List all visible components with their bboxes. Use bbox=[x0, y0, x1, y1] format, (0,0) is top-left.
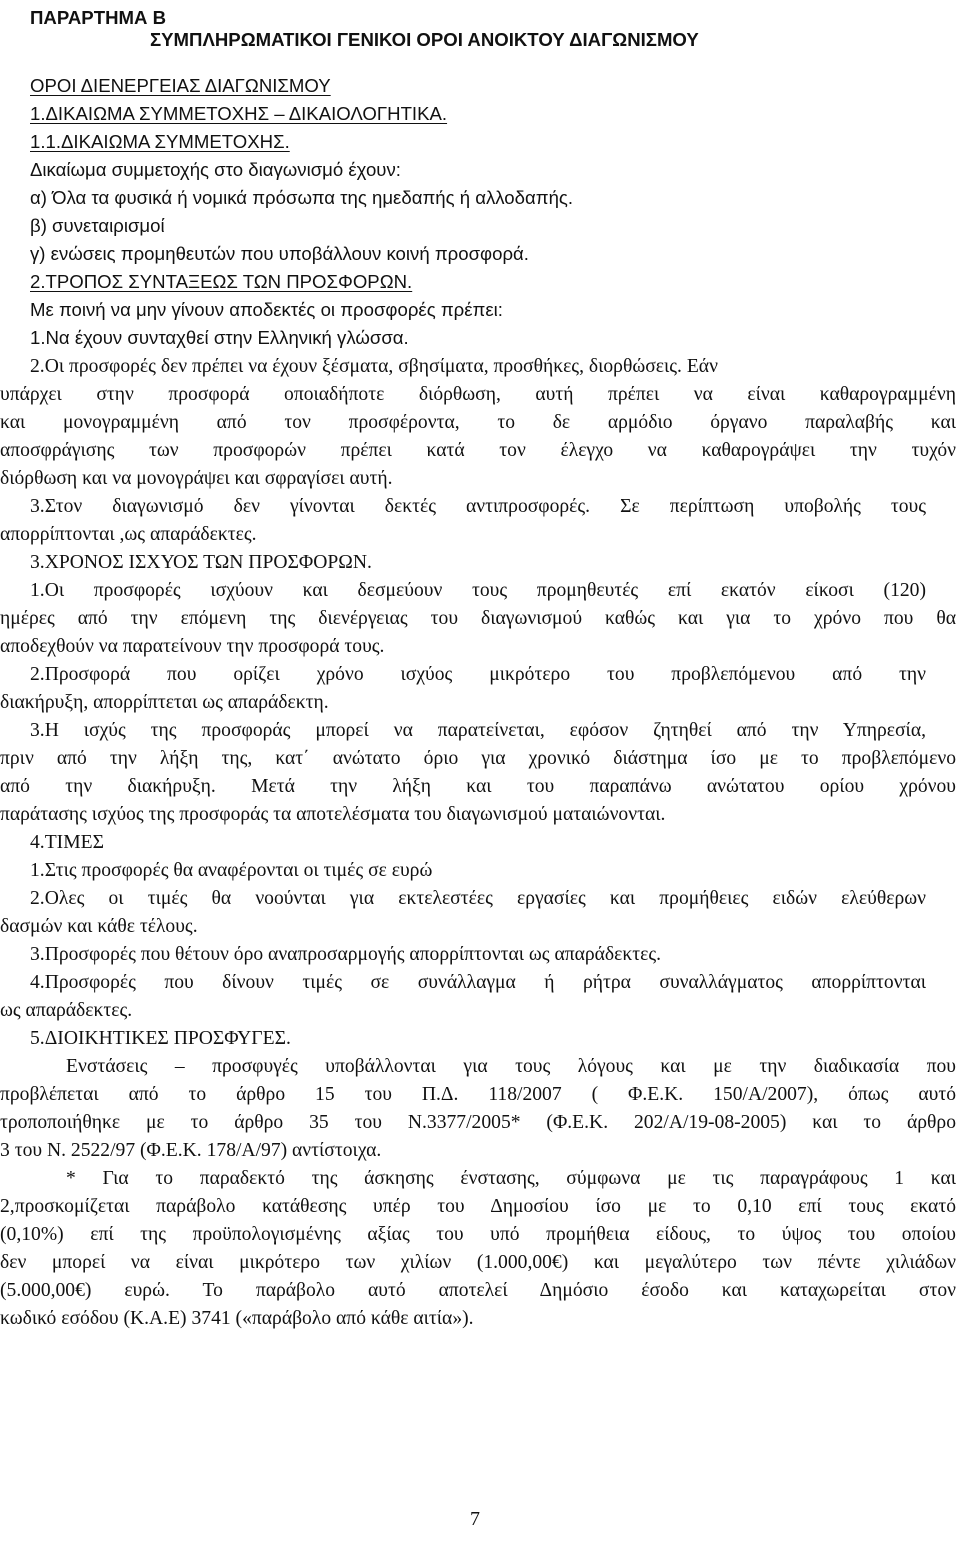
section-heading: ΟΡΟΙ ΔΙΕΝΕΡΓΕΙΑΣ ΔΙΑΓΩΝΙΣΜΟΥ bbox=[30, 75, 331, 96]
text-line: ως απαράδεκτες. bbox=[0, 1000, 133, 1021]
text-line: 3.Στον διαγωνισμό δεν γίνονται δεκτές αντιπροσφορές. Σε περίπτωση υποβολής τους bbox=[30, 496, 926, 517]
text-line: (5.000,00€) ευρώ. Το παράβολο αυτό αποτελεί Δημόσιο έσοδο και καταχωρείται στον bbox=[0, 1280, 956, 1301]
text-line: τροποποιήθηκε με το άρθρο 35 του Ν.3377/2005* (Φ.Ε.Κ. 202/Α/19-08-2005) και το άρθρο bbox=[0, 1112, 956, 1133]
text-line: 4.Προσφορές που δίνουν τιμές σε συνάλλαγμα ή ρήτρα συναλλάγματος απορρίπτονται bbox=[30, 972, 926, 993]
section-heading: 1.1.ΔΙΚΑΙΩΜΑ ΣΥΜΜΕΤΟΧΗΣ. bbox=[30, 131, 290, 152]
text-line: 2.Ολες οι τιμές θα νοούνται για εκτελεστέες εργασίες και προμήθειες ειδών ελεύθερων bbox=[30, 888, 926, 909]
section-heading: 4.ΤΙΜΕΣ bbox=[30, 832, 104, 853]
text-line: 2,προσκομίζεται παράβολο κατάθεσης υπέρ του Δημοσίου ίσο με το 0,10 επί τους εκατό bbox=[0, 1196, 956, 1217]
text-line: 1.Οι προσφορές ισχύουν και δεσμεύουν τους προμηθευτές επί εκατόν είκοσι (120) bbox=[30, 580, 926, 601]
section-heading: 3.ΧΡΟΝΟΣ ΙΣΧΥΟΣ ΤΩΝ ΠΡΟΣΦΟΡΩΝ. bbox=[30, 552, 372, 573]
text-line: Δικαίωμα συμμετοχής στο διαγωνισμό έχουν: bbox=[30, 159, 401, 180]
text-line: (0,10%) επί της προϋπολογισμένης αξίας του υπό προμήθεια είδους, το ύψος του οποίου bbox=[0, 1224, 956, 1245]
text-line: κωδικό εσόδου (Κ.Α.Ε) 3741 («παράβολο από κάθε αιτία»). bbox=[0, 1308, 474, 1329]
text-line: 1.Να έχουν συνταχθεί στην Ελληνική γλώσσα. bbox=[30, 327, 409, 348]
text-line: διόρθωση και να μονογράψει και σφραγίσει αυτή. bbox=[0, 468, 393, 489]
page-number: 7 bbox=[470, 1508, 480, 1530]
text-line: Με ποινή να μην γίνουν αποδεκτές οι προσφορές πρέπει: bbox=[30, 299, 503, 320]
text-line: δεν μπορεί να είναι μικρότερο των χιλίων (1.000,00€) και μεγαλύτερο των πέντε χιλιάδων bbox=[0, 1252, 956, 1273]
text-line: υπάρχει στην προσφορά οποιαδήποτε διόρθωση, αυτή πρέπει να είναι καθαρογραμμένη bbox=[0, 384, 956, 405]
text-line: ημέρες από την επόμενη της διενέργειας του διαγωνισμού καθώς και για το χρόνο που θα bbox=[0, 608, 956, 629]
text-line: α) Όλα τα φυσικά ή νομικά πρόσωπα της ημεδαπής ή αλλοδαπής. bbox=[30, 187, 574, 208]
text-line: 2.Προσφορά που ορίζει χρόνο ισχύος μικρότερο του προβλεπόμενου από την bbox=[30, 664, 926, 685]
text-line: από την διακήρυξη. Μετά την λήξη και του παραπάνω ανώτατου ορίου χρόνου bbox=[0, 776, 956, 797]
text-line: 1.Στις προσφορές θα αναφέρονται οι τιμές σε ευρώ bbox=[30, 860, 433, 881]
text-line: παράτασης ισχύος της προσφοράς τα αποτελέσματα του διαγωνισμού ματαιώνονται. bbox=[0, 804, 666, 825]
text-line: * Για το παραδεκτό της άσκησης ένστασης, σύμφωνα με τις παραγράφους 1 και bbox=[66, 1168, 956, 1189]
text-line: αποδεχθούν να παρατείνουν την προσφορά τους. bbox=[0, 636, 385, 657]
annex-label: ΠΑΡΑΡΤΗΜΑ Β bbox=[30, 7, 167, 28]
text-line: απορρίπτονται ,ως απαράδεκτες. bbox=[0, 524, 257, 545]
text-line: 2.Οι προσφορές δεν πρέπει να έχουν ξέσματα, σβησίματα, προσθήκες, διορθώσεις. Εάν bbox=[30, 356, 718, 377]
section-heading: 1.ΔΙΚΑΙΩΜΑ ΣΥΜΜΕΤΟΧΗΣ – ΔΙΚΑΙΟΛΟΓΗΤΙΚΑ. bbox=[30, 103, 448, 124]
document-title: ΣΥΜΠΛΗΡΩΜΑΤΙΚΟΙ ΓΕΝΙΚΟΙ ΟΡΟΙ ΑΝΟΙΚΤΟΥ ΔΙΑΓΩΝΙΣΜΟΥ bbox=[150, 29, 699, 50]
text-line: διακήρυξη, απορρίπτεται ως απαράδεκτη. bbox=[0, 692, 329, 713]
text-line: αποσφράγισης των προσφορών πρέπει κατά τον έλεγχο να καθαρογράψει την τυχόν bbox=[0, 440, 956, 461]
text-line: δασμών και κάθε τέλους. bbox=[0, 916, 198, 937]
text-line: 3.Προσφορές που θέτουν όρο αναπροσαρμογής απορρίπτονται ως απαράδεκτες. bbox=[30, 944, 662, 965]
section-heading: 2.ΤΡΟΠΟΣ ΣΥΝΤΑΞΕΩΣ ΤΩΝ ΠΡΟΣΦΟΡΩΝ. bbox=[30, 271, 413, 292]
text-line: Ενστάσεις – προσφυγές υποβάλλονται για τους λόγους και με την διαδικασία που bbox=[66, 1056, 956, 1077]
text-line: 3.Η ισχύς της προσφοράς μπορεί να παρατείνεται, εφόσον ζητηθεί από την Υπηρεσία, bbox=[30, 720, 926, 741]
text-line: προβλέπεται από το άρθρο 15 του Π.Δ. 118/2007 ( Φ.Ε.Κ. 150/Α/2007), όπως αυτό bbox=[0, 1084, 956, 1105]
text-line: 3 του Ν. 2522/97 (Φ.Ε.Κ. 178/Α/97) αντίστοιχα. bbox=[0, 1140, 382, 1161]
text-line: γ) ενώσεις προμηθευτών που υποβάλλουν κοινή προσφορά. bbox=[30, 243, 529, 264]
text-line: πριν από την λήξη της, κατ΄ ανώτατο όριο για χρονικό διάστημα ίσο με το προβλεπόμενο bbox=[0, 748, 956, 769]
text-line: και μονογραμμένη από τον προσφέροντα, το δε αρμόδιο όργανο παραλαβής και bbox=[0, 412, 956, 433]
section-heading: 5.ΔΙΟΙΚΗΤΙΚΕΣ ΠΡΟΣΦΥΓΕΣ. bbox=[30, 1028, 291, 1049]
text-line: β) συνεταιρισμοί bbox=[30, 215, 165, 236]
